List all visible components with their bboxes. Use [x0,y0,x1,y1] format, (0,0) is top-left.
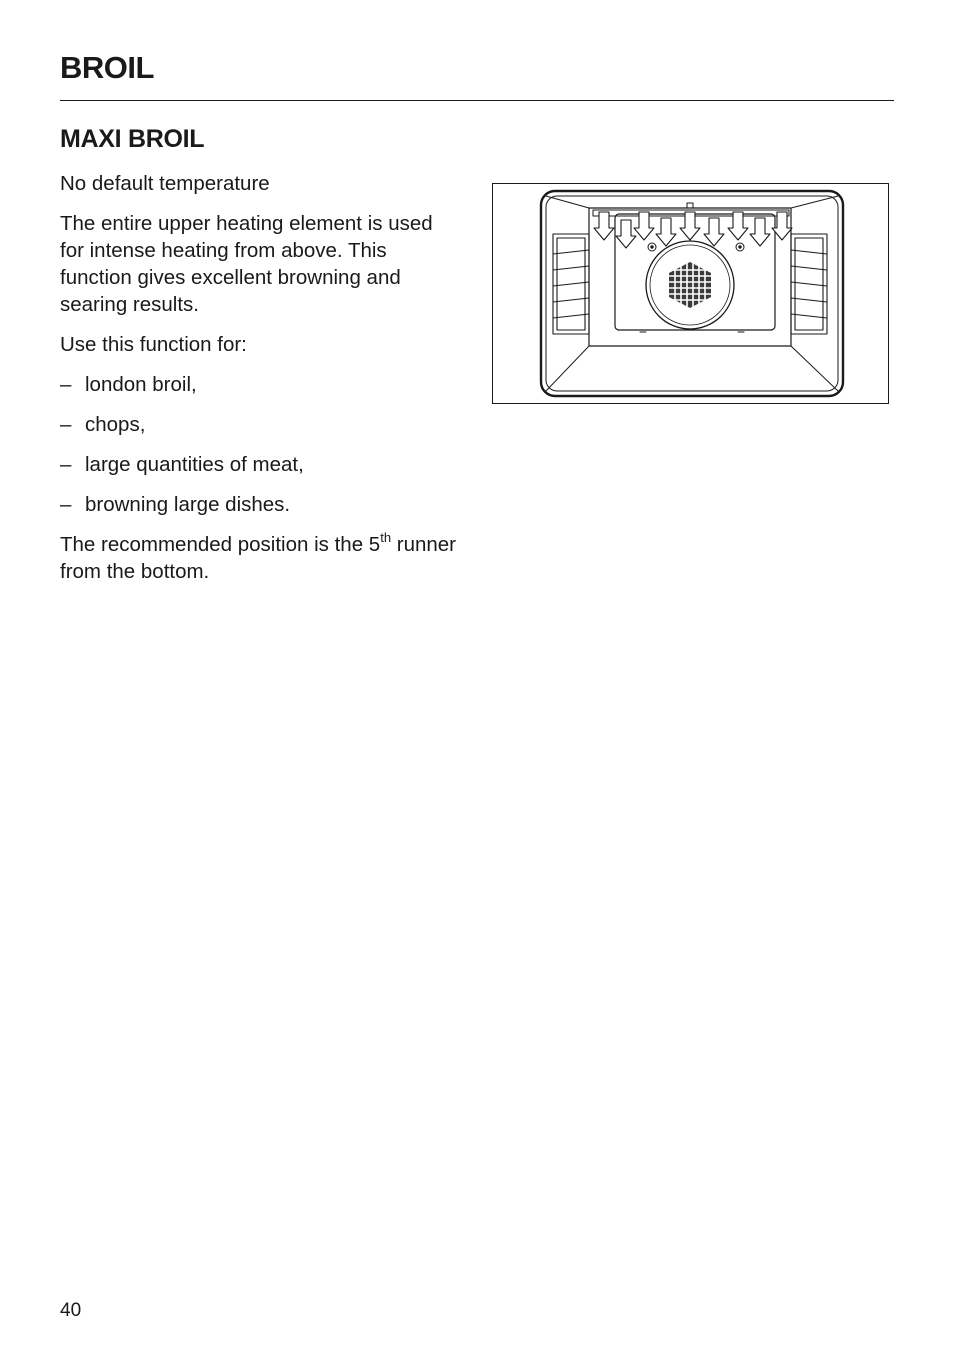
oven-interior-icon [493,184,887,402]
title-divider [60,100,894,101]
list-item [60,371,460,398]
function-description: The entire upper heating element is used for intense heating from above. This function gives excellent browning and searing results. [60,212,433,316]
list-item-text: browning large dishes. [85,493,291,516]
dash-bullet: – [60,373,72,396]
default-temperature-note: No default temperature [60,172,270,195]
page-number: 40 [60,1300,82,1321]
dash-bullet: – [60,413,72,436]
list-item [60,491,460,518]
oven-illustration-frame [492,183,889,404]
list-item-text: large quantities of meat, [85,453,304,476]
page-title: BROIL [60,50,154,85]
use-list [60,371,460,518]
recommendation-text: The recommended position is the 5 [60,533,381,556]
ordinal-suffix: th [380,530,392,545]
recommended-position [60,531,460,585]
body-text [60,170,460,598]
list-item [60,451,460,478]
list-item [60,411,460,438]
list-item-text: london broil, [85,373,197,396]
use-intro: Use this function for: [60,333,247,356]
list-item-text: chops, [85,413,146,436]
recommendation-text-end: runner from the bottom. [60,533,457,583]
dash-bullet: – [60,453,72,476]
section-title: MAXI BROIL [60,125,205,153]
dash-bullet: – [60,493,72,516]
